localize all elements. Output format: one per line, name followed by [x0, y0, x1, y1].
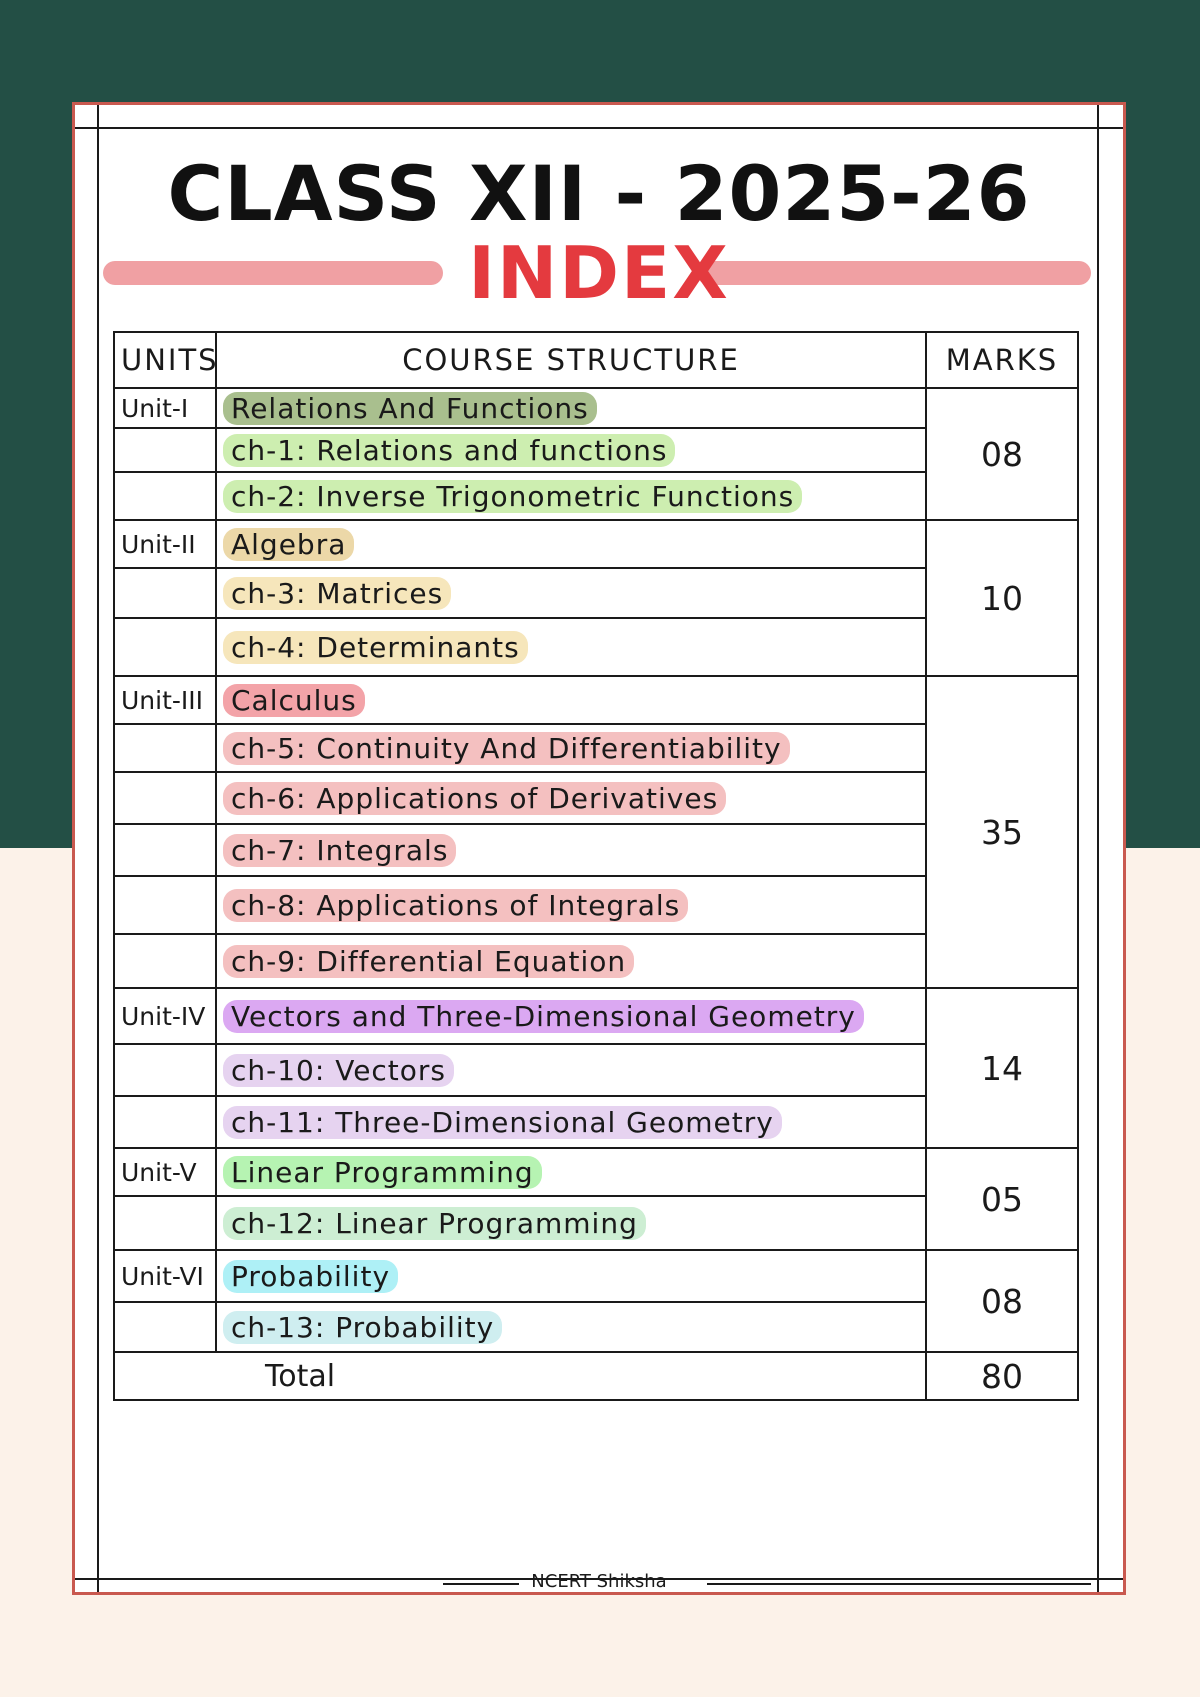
course-topic-label: ch-5: Continuity And Differentiability [223, 732, 790, 765]
course-cell [216, 520, 926, 568]
course-topic-label: ch-9: Differential Equation [223, 945, 634, 978]
course-topic-label: ch-7: Integrals [223, 834, 456, 867]
units-header: UNITS [114, 332, 216, 388]
course-cell [216, 428, 926, 472]
course-topic-label: ch-3: Matrices [223, 577, 451, 610]
table-row [114, 1148, 1078, 1196]
course-cell [216, 568, 926, 618]
course-cell [216, 988, 926, 1044]
unit-cell [114, 1044, 216, 1096]
course-topic-label: Relations And Functions [223, 392, 597, 425]
course-topic-label: Algebra [223, 528, 354, 561]
table-row [114, 388, 1078, 428]
unit-cell: Unit-I [114, 388, 216, 428]
marks-cell: 14 [926, 988, 1078, 1148]
course-cell [216, 618, 926, 676]
marks-header: MARKS [926, 332, 1078, 388]
margin-line-right [1097, 105, 1099, 1592]
course-cell [216, 1250, 926, 1302]
total-row [114, 1352, 1078, 1400]
course-topic-label: ch-10: Vectors [223, 1054, 454, 1087]
course-topic-label: Vectors and Three-Dimensional Geometry [223, 1000, 864, 1033]
table-row [114, 520, 1078, 568]
unit-cell [114, 1302, 216, 1352]
course-topic-label: ch-13: Probability [223, 1311, 502, 1344]
margin-line-left [97, 105, 99, 1592]
unit-cell: Unit-V [114, 1148, 216, 1196]
footer-credit: NCERT Shiksha [531, 1571, 667, 1592]
unit-cell [114, 568, 216, 618]
index-table [113, 331, 1079, 1401]
course-topic-label: ch-8: Applications of Integrals [223, 889, 688, 922]
unit-cell [114, 876, 216, 934]
marks-cell: 35 [926, 676, 1078, 988]
course-topic-label: ch-1: Relations and functions [223, 434, 675, 467]
course-cell [216, 934, 926, 988]
unit-cell [114, 772, 216, 824]
unit-cell [114, 1096, 216, 1148]
course-cell [216, 724, 926, 772]
unit-cell [114, 472, 216, 520]
unit-cell: Unit-IV [114, 988, 216, 1044]
course-cell [216, 1196, 926, 1250]
course-cell [216, 676, 926, 724]
table-header-row [114, 332, 1078, 388]
course-cell [216, 772, 926, 824]
marks-cell: 05 [926, 1148, 1078, 1250]
unit-cell [114, 824, 216, 876]
course-cell [216, 1044, 926, 1096]
course-cell [216, 876, 926, 934]
unit-cell [114, 724, 216, 772]
table-row [114, 1250, 1078, 1302]
unit-cell [114, 934, 216, 988]
total-label: Total [114, 1352, 926, 1400]
marks-cell: 10 [926, 520, 1078, 676]
unit-cell [114, 1196, 216, 1250]
marks-cell: 08 [926, 388, 1078, 520]
index-heading: INDEX [468, 231, 730, 315]
course-topic-label: ch-11: Three-Dimensional Geometry [223, 1106, 782, 1139]
course-header: COURSE STRUCTURE [216, 332, 926, 388]
total-marks: 80 [926, 1352, 1078, 1400]
course-cell [216, 472, 926, 520]
page-title: CLASS XII - 2025-26 [167, 149, 1031, 238]
unit-cell [114, 428, 216, 472]
course-topic-label: Calculus [223, 684, 365, 717]
table-row [114, 988, 1078, 1044]
course-topic-label: ch-12: Linear Programming [223, 1207, 646, 1240]
course-cell [216, 824, 926, 876]
unit-cell: Unit-VI [114, 1250, 216, 1302]
index-page [72, 102, 1126, 1595]
course-cell [216, 388, 926, 428]
course-topic-label: ch-4: Determinants [223, 631, 528, 664]
unit-cell: Unit-II [114, 520, 216, 568]
course-topic-label: ch-6: Applications of Derivatives [223, 782, 726, 815]
margin-line-top [75, 127, 1123, 129]
course-cell [216, 1148, 926, 1196]
course-cell [216, 1096, 926, 1148]
marks-cell: 08 [926, 1250, 1078, 1352]
course-topic-label: Probability [223, 1260, 398, 1293]
unit-cell: Unit-III [114, 676, 216, 724]
course-topic-label: ch-2: Inverse Trigonometric Functions [223, 480, 802, 513]
unit-cell [114, 618, 216, 676]
course-topic-label: Linear Programming [223, 1156, 542, 1189]
course-cell [216, 1302, 926, 1352]
table-row [114, 676, 1078, 724]
